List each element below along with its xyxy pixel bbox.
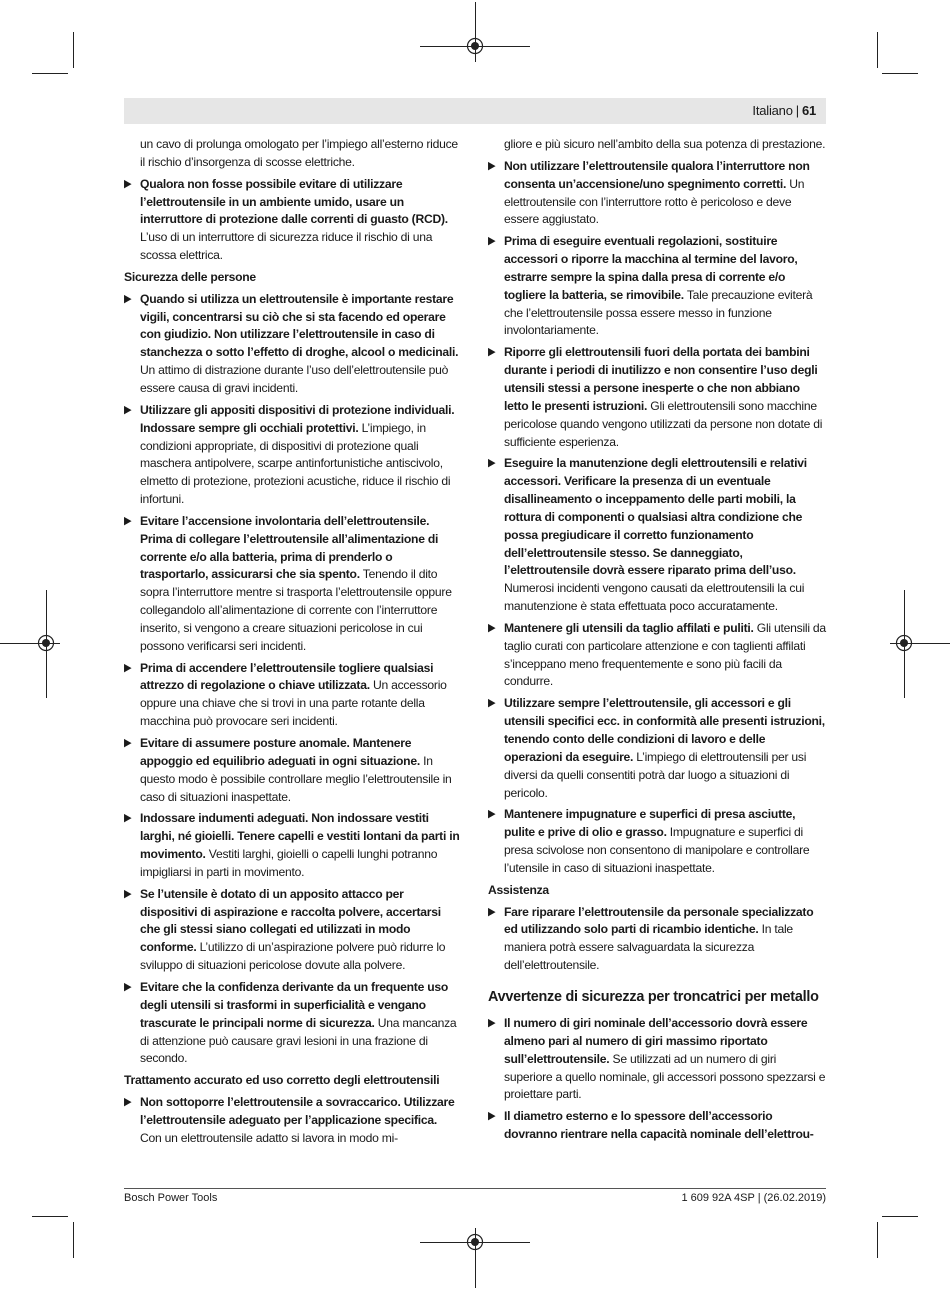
bullet-bold-text: Utilizzare gli appositi dispositivi di protezione individuali. Indossare sempre gli occhiali protettivi. bbox=[140, 402, 455, 435]
bullet-body-text: Se utilizzati ad un numero di giri superiore a quello nominale, gli accessori possono spezzarsi e proiettare parti. bbox=[504, 1051, 826, 1102]
bullet-item bbox=[488, 1108, 826, 1144]
bullet-arrow-icon: ▶ bbox=[124, 514, 132, 527]
bullet-arrow-icon: ▶ bbox=[488, 905, 496, 918]
bullet-bold-text: Qualora non fosse possibile evitare di utilizzare l’elettroutensile in un ambiente umido, usare un interruttore di protezione dalle correnti di guasto (RCD). bbox=[140, 176, 448, 227]
bullet-list bbox=[124, 1094, 460, 1148]
bullet-item bbox=[488, 455, 826, 616]
bullet-body-text: Gli utensili da taglio curati con particolare attenzione e con taglienti affilati s’inceppano meno frequentemente e sono più facili da condurre. bbox=[504, 620, 826, 689]
section-heading: Trattamento accurato ed uso corretto degli elettroutensili bbox=[124, 1073, 440, 1088]
bullet-body-text: Numerosi incidenti vengono causati da elettroutensili la cui manutenzione è stata effettuata poco accuratamente. bbox=[504, 581, 805, 614]
bullet-arrow-icon: ▶ bbox=[488, 1016, 496, 1029]
bullet-item bbox=[124, 402, 460, 509]
bullet-arrow-icon: ▶ bbox=[124, 737, 132, 749]
crop-mark bbox=[877, 32, 878, 68]
bullet-arrow-icon: ▶ bbox=[124, 403, 132, 416]
bullet-arrow-icon: ▶ bbox=[124, 292, 132, 305]
crop-mark bbox=[882, 73, 918, 74]
bullet-item bbox=[124, 1094, 460, 1148]
bullet-list bbox=[488, 158, 826, 878]
bullet-bold-text: Il diametro esterno e lo spessore dell’accessorio dovranno rientrare nella capacità nominale dell’elettrou- bbox=[504, 1109, 814, 1142]
crop-mark bbox=[32, 1216, 68, 1217]
bullet-bold-text: Se l’utensile è dotato di un apposito attacco per dispositivi di aspirazione e raccolta polvere, accertarsi che gli stessi siano collegati ed utilizzati in modo conforme. bbox=[140, 886, 441, 955]
bullet-bold-text: Riporre gli elettroutensili fuori della portata dei bambini durante i periodi di inutilizzo e non consentire l’uso degli utensili stessi a persone inesperte o che non abbiano letto le presenti istruzioni. bbox=[504, 345, 818, 413]
bullet-body-text: Vestiti larghi, gioielli o capelli lunghi potranno impigliarsi in parti in movimento. bbox=[140, 847, 438, 879]
bullet-list bbox=[488, 904, 826, 975]
bullet-item bbox=[124, 810, 460, 881]
header-bar bbox=[124, 98, 826, 124]
bullet-bold-text: Evitare che la confidenza derivante da un frequente uso degli utensili si trasformi in superficialità e vengano trascurate le principali norme di sicurezza. bbox=[140, 979, 449, 1030]
registration-target-icon bbox=[37, 634, 55, 652]
bullet-bold-text: Fare riparare l’elettroutensile da personale specializzato ed utilizzando solo parti di ricambio identiche. bbox=[504, 904, 814, 937]
bullet-arrow-icon: ▶ bbox=[488, 697, 496, 710]
page-header bbox=[752, 103, 816, 118]
bullet-arrow-icon: ▶ bbox=[488, 808, 496, 821]
bullet-bold-text: Mantenere gli utensili da taglio affilati e puliti. bbox=[504, 620, 754, 635]
bullet-arrow-icon: ▶ bbox=[488, 159, 496, 172]
bullet-item bbox=[488, 806, 826, 877]
bullet-body-text: L’impiego, in condizioni appropriate, di dispositivi di protezione quali maschera antipolvere, scarpe antinfortunistiche antiscivolo, elmetto di protezione, protezioni acustiche, riduce il rischio di infortuni. bbox=[140, 420, 451, 507]
registration-target-icon bbox=[466, 37, 484, 55]
bullet-body-text: Tenendo il dito sopra l’interruttore mentre si trasporta l’elettroutensile oppure collegandolo all’alimentazione di corrente con l’interruttore inserito, si vengono a creare situazioni pericolose in cui possono verificarsi seri incidenti. bbox=[140, 567, 452, 653]
bullet-bold-text: Indossare indumenti adeguati. Non indossare vestiti larghi, né gioielli. Tenere capelli e vestiti lontani da parti in movimento. bbox=[140, 811, 460, 862]
bullet-bold-text: Non utilizzare l’elettroutensile qualora l’interruttore non consenta un’accensione/uno spegnimento corretti. bbox=[504, 158, 810, 191]
bullet-item bbox=[124, 735, 460, 806]
bullet-bold-text: Mantenere impugnature e superfici di presa asciutte, pulite e prive di olio e grasso. bbox=[504, 807, 796, 840]
bullet-bold-text: Evitare di assumere posture anomale. Mantenere appoggio ed equilibrio adeguati in ogni situazione. bbox=[140, 736, 420, 768]
bullet-list bbox=[488, 1015, 826, 1144]
chapter-heading: Avvertenze di sicurezza per troncatrici per metallo bbox=[488, 988, 819, 1005]
bullet-list bbox=[124, 176, 460, 265]
section-heading: Sicurezza delle persone bbox=[124, 269, 256, 284]
header-separator: | bbox=[795, 103, 799, 118]
bullet-body-text: Impugnature e superfici di presa scivolose non consentono di manipolare e controllare l’utensile in caso di situazioni inaspettate. bbox=[504, 825, 810, 875]
bullet-item bbox=[488, 620, 826, 691]
bullet-body-text: Con un elettroutensile adatto si lavora in modo mi- bbox=[140, 1130, 398, 1145]
bullet-body-text: L’utilizzo di un’aspirazione polvere può ridurre lo sviluppo di situazioni pericolose dovute alla polvere. bbox=[140, 940, 446, 973]
bullet-body-text: Un accessorio oppure una chiave che si trovi in una parte rotante della macchina può provocare seri incidenti. bbox=[140, 678, 447, 729]
continued-paragraph: gliore e più sicuro nell’ambito della sua potenza di prestazione. bbox=[504, 137, 826, 151]
bullet-arrow-icon: ▶ bbox=[488, 346, 496, 359]
footer-doc-id: 1 609 92A 4SP | (26.02.2019) bbox=[681, 1192, 826, 1204]
crop-mark bbox=[73, 32, 74, 68]
right-column bbox=[488, 136, 826, 1148]
bullet-body-text: Una mancanza di attenzione può causare gravi lesioni in una frazione di secondo. bbox=[140, 1015, 457, 1066]
crop-mark bbox=[877, 1222, 878, 1258]
crop-mark bbox=[882, 1216, 918, 1217]
bullet-arrow-icon: ▶ bbox=[488, 621, 496, 634]
page-number: 61 bbox=[801, 103, 816, 118]
bullet-item bbox=[488, 904, 826, 975]
left-column bbox=[124, 136, 460, 1152]
bullet-arrow-icon: ▶ bbox=[124, 812, 132, 825]
header-language: Italiano bbox=[752, 103, 793, 118]
bullet-bold-text: Prima di accendere l’elettroutensile togliere qualsiasi attrezzo di regolazione o chiave utilizzata. bbox=[140, 660, 434, 693]
bullet-item bbox=[488, 344, 826, 451]
bullet-arrow-icon: ▶ bbox=[124, 177, 132, 190]
continued-paragraph: un cavo di prolunga omologato per l’impiego all’esterno riduce il rischio d’insorgenza di scosse elettriche. bbox=[140, 137, 458, 169]
bullet-body-text: Gli elettroutensili sono macchine pericolose quando vengono utilizzati da persone non dotate di sufficiente esperienza. bbox=[504, 398, 823, 449]
bullet-arrow-icon: ▶ bbox=[124, 887, 132, 900]
bullet-body-text: L’impiego di elettroutensili per usi diversi da quelli consentiti potrà dar luogo a situazioni di pericolo. bbox=[504, 749, 807, 800]
bullet-item bbox=[124, 886, 460, 975]
bullet-body-text: Tale precauzione eviterà che l’elettroutensile possa essere messo in funzione involontariamente. bbox=[504, 287, 813, 338]
footer-rule bbox=[124, 1188, 826, 1189]
bullet-bold-text: Utilizzare sempre l’elettroutensile, gli accessori e gli utensili specifici ecc. in conformità alle presenti istruzioni, tenendo conto delle condizioni di lavoro e delle operazioni da eseguire. bbox=[504, 696, 825, 764]
bullet-arrow-icon: ▶ bbox=[488, 1110, 496, 1123]
bullet-item bbox=[124, 176, 460, 265]
bullet-body-text: In tale maniera potrà essere salvaguardata la sicurezza dell’elettroutensile. bbox=[504, 922, 793, 973]
bullet-item bbox=[488, 233, 826, 340]
bullet-item bbox=[124, 660, 460, 731]
bullet-bold-text: Prima di eseguire eventuali regolazioni, sostituire accessori o riporre la macchina al termine del lavoro, estrarre sempre la spina dalla presa di corrente e/o togliere la batteria, se rimovibile. bbox=[504, 234, 798, 302]
section-heading: Assistenza bbox=[488, 882, 549, 897]
bullet-arrow-icon: ▶ bbox=[124, 661, 132, 674]
bullet-item bbox=[124, 513, 460, 656]
bullet-item bbox=[124, 291, 460, 398]
registration-target-icon bbox=[466, 1233, 484, 1251]
bullet-bold-text: Non sottoporre l’elettroutensile a sovraccarico. Utilizzare l’elettroutensile adeguato per l’applicazione specifica. bbox=[140, 1095, 455, 1127]
bullet-arrow-icon: ▶ bbox=[124, 1096, 132, 1109]
bullet-arrow-icon: ▶ bbox=[488, 235, 496, 248]
bullet-body-text: Un attimo di distrazione durante l’uso dell’elettroutensile può essere causa di gravi incidenti. bbox=[140, 363, 449, 395]
bullet-item bbox=[488, 695, 826, 802]
bullet-item bbox=[124, 979, 460, 1068]
bullet-bold-text: Quando si utilizza un elettroutensile è importante restare vigili, concentrarsi su ciò che si sta facendo ed operare con giudizio. Non utilizzare l’elettroutensile in caso di stanchezza o sotto l’effetto di droghe, alcool o medicinali. bbox=[140, 291, 459, 360]
bullet-arrow-icon: ▶ bbox=[488, 457, 496, 470]
bullet-list bbox=[124, 291, 460, 1068]
bullet-body-text: Un elettroutensile con l’interruttore rotto è pericoloso e deve essere aggiustato. bbox=[504, 176, 805, 227]
bullet-bold-text: Il numero di giri nominale dell’accessorio dovrà essere almeno pari al numero di giri massimo riportato sull’elettroutensile. bbox=[504, 1015, 808, 1066]
crop-mark bbox=[32, 73, 68, 74]
registration-target-icon bbox=[895, 634, 913, 652]
bullet-item bbox=[488, 1015, 826, 1104]
bullet-bold-text: Evitare l’accensione involontaria dell’elettroutensile. Prima di collegare l’elettroutensile all’alimentazione di corrente e/o alla batteria, prima di prenderlo o trasportarlo, assicurarsi che sia spento. bbox=[140, 513, 439, 582]
bullet-bold-text: Eseguire la manutenzione degli elettroutensili e relativi accessori. Verificare la presenza di un eventuale disallineamento o inceppamento delle parti mobili, la rottura di componenti o qualsiasi altra condizione che possa pregiudicare il corretto funzionamento dell’elettroutensile stesso. Se danneggiato, l’elettroutensile dovrà essere riparato prima dell’uso. bbox=[504, 456, 807, 578]
crop-mark bbox=[73, 1222, 74, 1258]
bullet-body-text: L’uso di un interruttore di sicurezza riduce il rischio di una scossa elettrica. bbox=[140, 230, 433, 263]
bullet-body-text: In questo modo è possibile controllare meglio l’elettroutensile in caso di situazioni inaspettate. bbox=[140, 753, 452, 804]
bullet-item bbox=[488, 158, 826, 229]
bullet-arrow-icon: ▶ bbox=[124, 980, 132, 993]
footer-brand: Bosch Power Tools bbox=[124, 1192, 218, 1204]
